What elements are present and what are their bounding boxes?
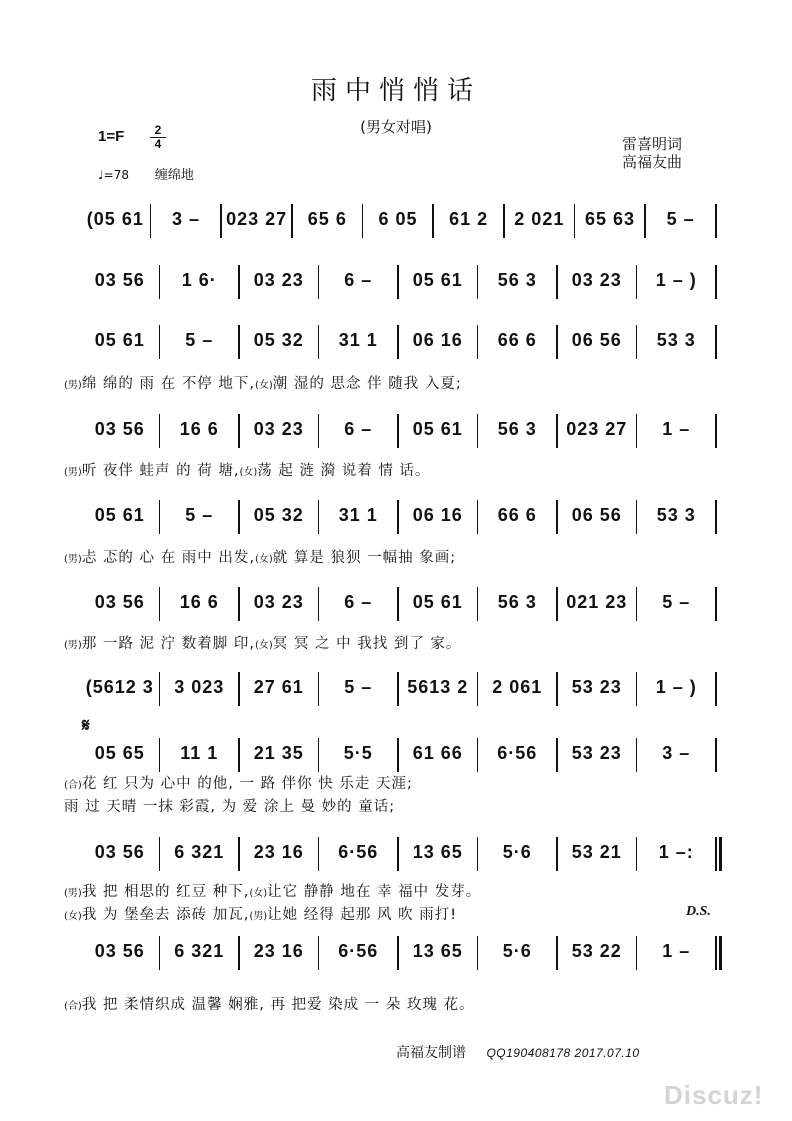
music-row	[80, 261, 716, 299]
music-row	[80, 321, 716, 359]
credits	[622, 135, 682, 171]
measure: 03 56	[94, 591, 145, 612]
lyric-text: 潮 湿的 思念 伴 随我 入夏;	[272, 376, 462, 392]
lyric-line	[64, 993, 475, 1014]
final-bar-line	[719, 936, 722, 970]
measure: 6·56	[497, 742, 538, 763]
final-bar-line	[719, 837, 722, 871]
bar-line	[318, 738, 320, 772]
lyric-role: (男)	[64, 380, 82, 391]
measure: 6 321	[174, 841, 225, 862]
measure: 2 021	[514, 208, 565, 229]
bar-line	[159, 936, 161, 970]
bar-line	[715, 672, 717, 706]
measure: 65 6	[307, 208, 347, 229]
music-row	[80, 833, 716, 871]
lyric-line	[64, 880, 481, 901]
lyric-text: 荡 起 涟 漪 说着 情 话。	[257, 463, 431, 479]
measure: 2 061	[492, 676, 543, 697]
measure: 31 1	[338, 504, 378, 525]
bar-line	[318, 587, 320, 621]
bar-line	[159, 837, 161, 871]
bar-line	[397, 587, 399, 621]
bar-line	[150, 204, 152, 238]
measure: 16 6	[179, 591, 219, 612]
bar-line	[477, 837, 479, 871]
footer-author: 高福友制谱	[396, 1045, 466, 1061]
measure: 03 56	[94, 269, 145, 290]
bar-line	[556, 587, 558, 621]
measure: 03 23	[571, 269, 622, 290]
lyric-line	[64, 546, 456, 567]
measure: 23 16	[253, 841, 304, 862]
bar-line	[715, 500, 717, 534]
lyric-line	[64, 795, 395, 816]
measure: 6·56	[338, 841, 379, 862]
bar-line	[238, 672, 240, 706]
lyric-text: 让她 经得 起那 风 吹 雨打!	[267, 907, 458, 923]
bar-line	[556, 414, 558, 448]
bar-line	[397, 500, 399, 534]
lyric-role: (男)	[64, 640, 82, 651]
measure: (05 61	[86, 208, 144, 229]
bar-line	[477, 936, 479, 970]
bar-line	[477, 414, 479, 448]
lyric-text: 花 红 只为 心中 的他, 一 路 伴你 快 乐走 天涯;	[81, 776, 413, 792]
bar-line	[238, 837, 240, 871]
measure: 13 65	[412, 841, 463, 862]
lyric-role: (女)	[239, 467, 258, 478]
measure: 6·56	[338, 940, 379, 961]
bar-line	[362, 204, 364, 238]
measure: 27 61	[253, 676, 304, 697]
bar-line	[318, 936, 320, 970]
music-row	[80, 668, 716, 706]
measure: 05 61	[94, 504, 145, 525]
subtitle: (男女对唱)	[360, 118, 432, 136]
measure: 05 61	[412, 269, 463, 290]
measure: 31 1	[338, 329, 378, 350]
measure: 06 16	[412, 329, 463, 350]
bar-line	[715, 204, 717, 238]
lyric-role: (男)	[64, 554, 82, 565]
bar-line	[432, 204, 434, 238]
bar-line	[477, 587, 479, 621]
bar-line	[318, 265, 320, 299]
measure: 03 23	[253, 591, 304, 612]
lyric-text: 忐 忑的 心 在 雨中 出发,	[81, 550, 255, 566]
measure: 023 27	[226, 208, 288, 229]
time-bottom: 4	[154, 137, 162, 151]
lyric-line	[64, 772, 413, 793]
bar-line	[397, 837, 399, 871]
bar-line	[636, 325, 638, 359]
bar-line	[477, 265, 479, 299]
measure: 06 56	[571, 504, 622, 525]
bar-line	[715, 837, 717, 871]
bar-line	[644, 204, 646, 238]
music-row	[80, 932, 716, 970]
bar-line	[636, 587, 638, 621]
measure: 53 23	[571, 742, 622, 763]
lyric-text: 绵 绵的 雨 在 不停 地下,	[81, 376, 255, 392]
bar-line	[159, 265, 161, 299]
measure: 53 23	[571, 676, 622, 697]
bar-line	[636, 936, 638, 970]
music-row	[80, 410, 716, 448]
measure: 61 66	[412, 742, 463, 763]
measure: 05 61	[412, 591, 463, 612]
bar-line	[238, 738, 240, 772]
measure: 65 63	[584, 208, 635, 229]
bar-line	[159, 587, 161, 621]
lyric-role: (女)	[254, 554, 273, 565]
lyric-text: 听 夜伴 蛙声 的 荷 塘,	[81, 463, 240, 479]
lyric-role: (合)	[64, 1001, 82, 1012]
measure: 5·6	[502, 841, 532, 862]
key-signature: 1=F	[98, 128, 125, 145]
lyric-role: (女)	[64, 911, 82, 922]
measure: 23 16	[253, 940, 304, 961]
bar-line	[318, 837, 320, 871]
bar-line	[318, 672, 320, 706]
bar-line	[238, 587, 240, 621]
bar-line	[715, 738, 717, 772]
bar-line	[159, 325, 161, 359]
bar-line	[291, 204, 293, 238]
bar-line	[159, 738, 161, 772]
lyric-role: (女)	[249, 888, 268, 899]
lyric-role: (合)	[64, 780, 82, 791]
measure: 03 23	[253, 269, 304, 290]
bar-line	[238, 325, 240, 359]
bar-line	[397, 265, 399, 299]
watermark: Discuz!	[664, 1080, 764, 1110]
measure: 03 56	[94, 940, 145, 961]
measure: 1 –	[662, 940, 691, 961]
measure: (5612 3	[85, 676, 154, 697]
measure: 1 –:	[658, 841, 694, 862]
lyric-text: 就 算是 狼狈 一幅抽 象画;	[272, 550, 457, 566]
bar-line	[397, 738, 399, 772]
lyric-line	[64, 372, 462, 393]
bar-line	[397, 936, 399, 970]
measure: 05 65	[94, 742, 145, 763]
segno-icon: 𝄋	[82, 715, 90, 736]
bar-line	[318, 325, 320, 359]
measure: 16 6	[179, 418, 219, 439]
music-row	[80, 734, 716, 772]
lyric-text: 我 把 相思的 红豆 种下,	[81, 884, 250, 900]
measure: 05 32	[253, 504, 304, 525]
measure: 61 2	[449, 208, 489, 229]
lyric-line	[64, 632, 461, 653]
bar-line	[397, 414, 399, 448]
bar-line	[238, 265, 240, 299]
lyricist: 雷喜明词	[622, 135, 683, 153]
bar-line	[238, 936, 240, 970]
bar-line	[556, 672, 558, 706]
measure: 13 65	[412, 940, 463, 961]
bar-line	[159, 414, 161, 448]
bar-line	[503, 204, 505, 238]
footer-code: QQ190408178 2017.07.10	[486, 1046, 640, 1060]
page-title: 雨中悄悄话	[310, 76, 481, 106]
measure: 5 –	[344, 676, 373, 697]
measure: 6 –	[344, 591, 373, 612]
bar-line	[636, 414, 638, 448]
lyric-line	[64, 903, 457, 924]
measure: 03 23	[253, 418, 304, 439]
measure: 03 56	[94, 841, 145, 862]
measure: 5·5	[343, 742, 373, 763]
bar-line	[574, 204, 576, 238]
lyric-role: (女)	[254, 640, 273, 651]
measure: 5 –	[185, 329, 214, 350]
measure: 1 –	[662, 418, 691, 439]
lyric-role: (男)	[249, 911, 268, 922]
measure: 5 –	[662, 591, 691, 612]
measure: 5·6	[502, 940, 532, 961]
measure: 56 3	[497, 418, 537, 439]
bar-line	[556, 265, 558, 299]
music-row	[80, 496, 716, 534]
lyric-text: 那 一路 泥 泞 数着脚 印,	[81, 636, 255, 652]
bar-line	[238, 414, 240, 448]
measure: 21 35	[253, 742, 304, 763]
bar-line	[318, 414, 320, 448]
measure: 53 3	[656, 329, 696, 350]
lyric-text: 雨 过 天晴 一抹 彩霞, 为 爱 涂上 曼 妙的 童话;	[64, 799, 396, 815]
measure: 1 – )	[655, 269, 697, 290]
bar-line	[159, 672, 161, 706]
lyric-text: 我 把 柔情织成 温馨 娴雅, 再 把爱 染成 一 朵 玫瑰 花。	[81, 997, 475, 1013]
measure: 05 61	[412, 418, 463, 439]
bar-line	[477, 500, 479, 534]
time-signature	[150, 124, 166, 151]
ds-mark: D.S.	[686, 904, 711, 919]
measure: 5 –	[185, 504, 214, 525]
footer	[396, 1042, 640, 1062]
measure: 66 6	[497, 329, 537, 350]
measure: 021 23	[566, 591, 628, 612]
measure: 5613 2	[407, 676, 469, 697]
bar-line	[715, 936, 717, 970]
bar-line	[159, 500, 161, 534]
bar-line	[636, 738, 638, 772]
bar-line	[220, 204, 222, 238]
bar-line	[715, 325, 717, 359]
bar-line	[636, 500, 638, 534]
measure: 023 27	[566, 418, 628, 439]
bar-line	[477, 325, 479, 359]
bar-line	[556, 837, 558, 871]
bar-line	[556, 936, 558, 970]
time-top: 2	[154, 123, 162, 137]
bar-line	[715, 414, 717, 448]
lyric-text: 让它 静静 地在 幸 福中 发芽。	[267, 884, 482, 900]
measure: 06 16	[412, 504, 463, 525]
measure: 53 21	[571, 841, 622, 862]
lyric-role: (男)	[64, 888, 82, 899]
bar-line	[715, 265, 717, 299]
lyric-text: 我 为 堡垒去 添砖 加瓦,	[81, 907, 250, 923]
tempo-expression: 缠绵地	[154, 168, 194, 183]
measure: 56 3	[497, 591, 537, 612]
measure: 05 32	[253, 329, 304, 350]
measure: 1 – )	[655, 676, 697, 697]
measure: 6 –	[344, 269, 373, 290]
bar-line	[397, 325, 399, 359]
composer: 高福友曲	[622, 153, 683, 171]
measure: 6 05	[378, 208, 418, 229]
bar-line	[636, 672, 638, 706]
bar-line	[715, 587, 717, 621]
bar-line	[556, 500, 558, 534]
bar-line	[477, 738, 479, 772]
bar-line	[636, 265, 638, 299]
lyric-line	[64, 459, 430, 480]
measure: 3 –	[171, 208, 200, 229]
tempo	[98, 164, 194, 183]
bar-line	[636, 837, 638, 871]
bar-line	[556, 738, 558, 772]
measure: 1 6·	[181, 269, 217, 290]
measure: 5 –	[666, 208, 695, 229]
measure: 06 56	[571, 329, 622, 350]
measure: 53 3	[656, 504, 696, 525]
bar-line	[397, 672, 399, 706]
measure: 3 023	[174, 676, 225, 697]
lyric-text: 冥 冥 之 中 我找 到了 家。	[272, 636, 462, 652]
measure: 6 –	[344, 418, 373, 439]
measure: 6 321	[174, 940, 225, 961]
tempo-bpm: ♩=78	[98, 168, 129, 182]
bar-line	[477, 672, 479, 706]
music-row	[80, 200, 716, 238]
music-row	[80, 583, 716, 621]
lyric-role: (男)	[64, 467, 82, 478]
lyric-role: (女)	[254, 380, 273, 391]
measure: 03 56	[94, 418, 145, 439]
measure: 05 61	[94, 329, 145, 350]
measure: 53 22	[571, 940, 622, 961]
bar-line	[556, 325, 558, 359]
measure: 66 6	[497, 504, 537, 525]
bar-line	[238, 500, 240, 534]
bar-line	[318, 500, 320, 534]
measure: 11 1	[180, 742, 219, 763]
measure: 56 3	[497, 269, 537, 290]
measure: 3 –	[662, 742, 691, 763]
